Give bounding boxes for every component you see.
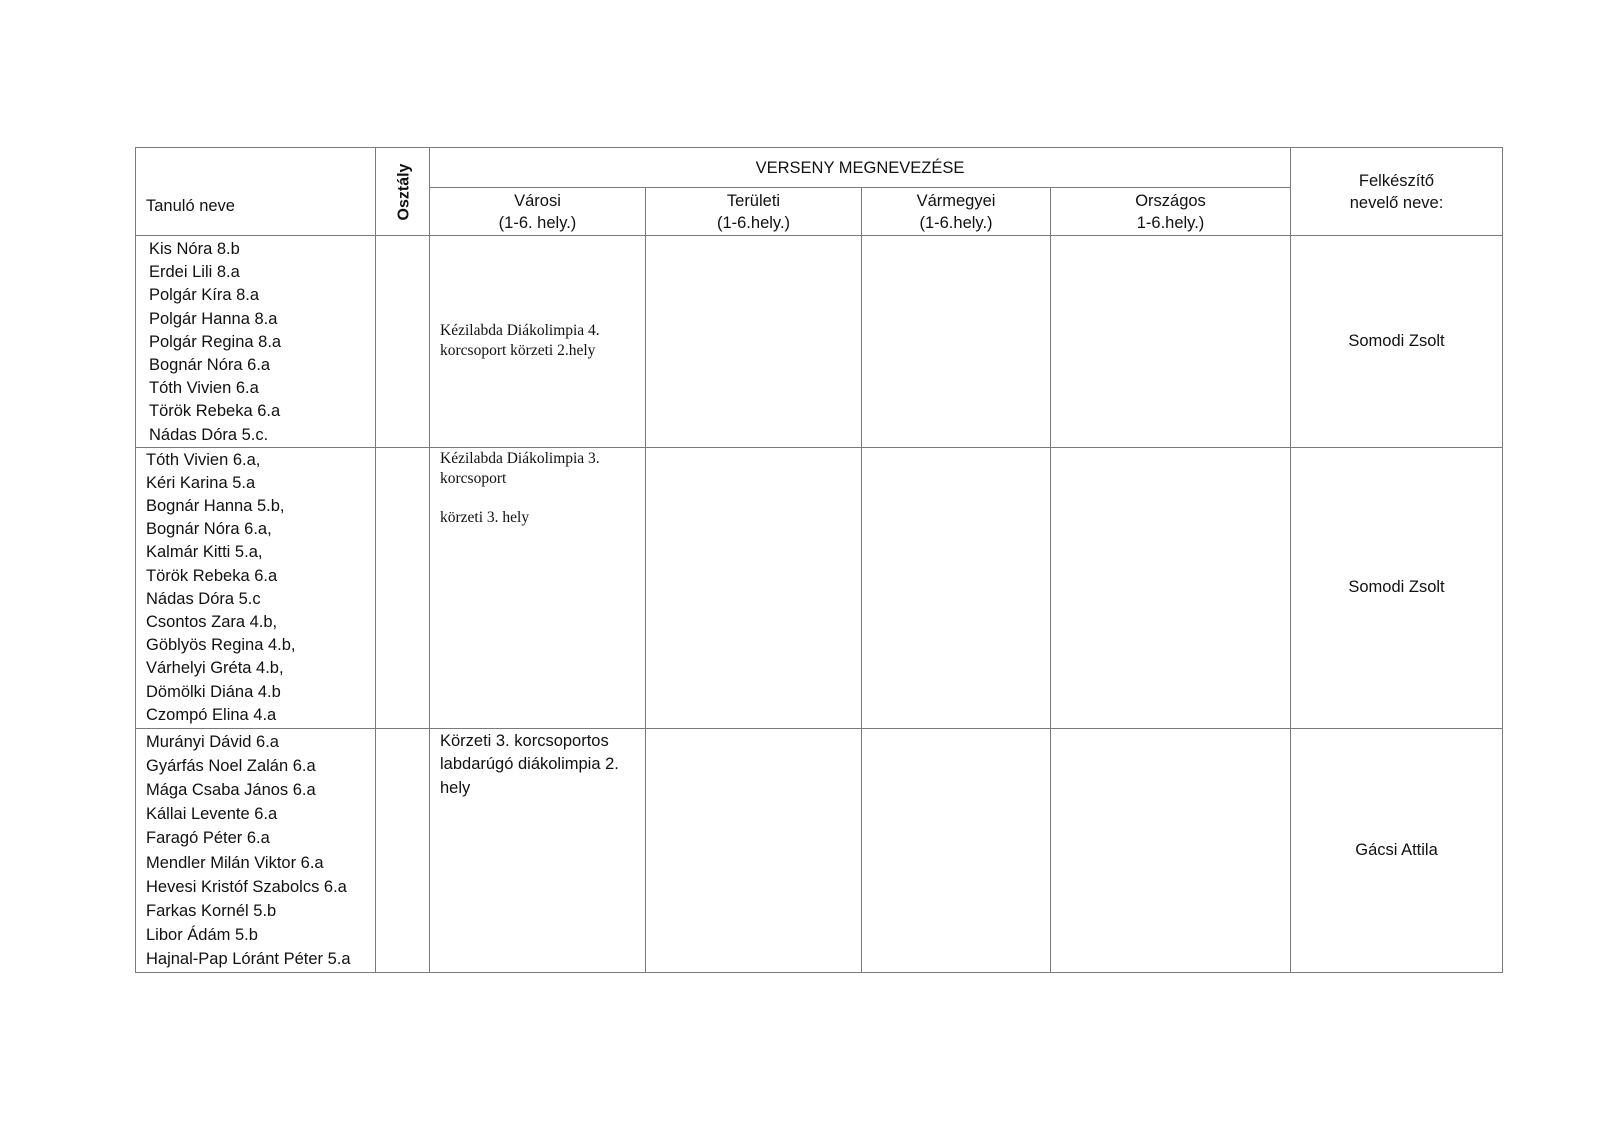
student-name: Bognár Nóra 6.a, [146,520,272,539]
regional-result-cell [646,447,862,728]
class-cell [376,447,430,728]
student-name: Várhelyi Gréta 4.b, [146,659,284,678]
national-result-cell [1051,236,1291,448]
student-name: Tóth Vivien 6.a, [146,450,261,469]
student-name: Hajnal-Pap Lóránt Péter 5.a [146,950,351,969]
student-name: Török Rebeka 6.a [146,566,278,585]
student-name: Bognár Hanna 5.b, [146,497,285,516]
header-national: Országos 1-6.hely.) [1051,188,1291,236]
student-name: Kállai Levente 6.a [146,805,278,824]
student-name: Göblyös Regina 4.b, [146,636,296,655]
city-result-cell [430,728,646,972]
student-name: Dömölki Diána 4.b [146,682,281,701]
city-result-text: Körzeti 3. korcsoportos labdarúgó diákolimpia 2. hely [440,731,619,797]
regional-result-cell [646,236,862,448]
header-class [376,148,430,236]
student-name: Polgár Kíra 8.a [149,286,260,305]
header-teacher: Felkészítő nevelő neve: [1291,148,1503,236]
table-row [136,447,1503,728]
national-result-cell [1051,728,1291,972]
city-result-placement: körzeti 3. hely [440,508,530,526]
table-row [136,236,1503,448]
student-name: Kéri Karina 5.a [146,473,256,492]
regional-result-cell [646,728,862,972]
header-county: Vármegyei (1-6.hely.) [862,188,1051,236]
table-row [136,728,1503,972]
student-list [146,730,375,972]
student-name: Kalmár Kitti 5.a, [146,543,263,562]
county-result-cell [862,447,1051,728]
student-name: Hevesi Kristóf Szabolcs 6.a [146,877,347,896]
national-result-cell [1051,447,1291,728]
header-regional: Területi (1-6.hely.) [646,188,862,236]
student-name: Polgár Regina 8.a [149,332,282,351]
header-student-name: Tanuló neve [136,148,376,236]
student-name: Tóth Vivien 6.a [149,379,259,398]
student-list-cell [136,728,376,972]
results-table [135,147,1503,973]
header-competition-title: VERSENY MEGNEVEZÉSE [430,148,1291,188]
class-cell [376,236,430,448]
student-name: Polgár Hanna 8.a [149,309,278,328]
student-name: Mága Csaba János 6.a [146,781,316,800]
student-name: Farkas Kornél 5.b [146,902,277,920]
student-name: Gyárfás Noel Zalán 6.a [146,756,316,775]
student-name: Nádas Dóra 5.c. [149,425,269,444]
student-name: Mendler Milán Viktor 6.a [146,853,324,872]
city-result-text: Kézilabda Diákolimpia 4. korcsoport körzeti 2.hely [440,322,600,360]
county-result-cell [862,236,1051,448]
student-name: Erdei Lili 8.a [149,263,240,282]
student-list-cell [136,447,376,728]
county-result-cell [862,728,1051,972]
student-name: Török Rebeka 6.a [149,402,281,421]
header-city: Városi (1-6. hely.) [430,188,646,236]
teacher-name: Gácsi Attila [1291,728,1503,972]
student-name: Faragó Péter 6.a [146,829,270,848]
student-list [149,238,375,447]
student-name: Bognár Nóra 6.a [149,355,271,374]
header-class-label: Osztály [395,163,413,220]
teacher-name: Somodi Zsolt [1291,236,1503,448]
city-result-cell [430,447,646,728]
student-name: Libor Ádám 5.b [146,926,258,945]
class-cell [376,728,430,972]
student-list-cell [136,236,376,448]
student-name: Czompó Elina 4.a [146,705,277,724]
teacher-name: Somodi Zsolt [1291,447,1503,728]
student-list [146,449,375,727]
student-name: Kis Nóra 8.b [149,240,240,258]
student-name: Murányi Dávid 6.a [146,732,279,751]
student-name: Csontos Zara 4.b, [146,613,278,631]
city-result-text: Kézilabda Diákolimpia 3. korcsoport [440,449,600,487]
student-name: Nádas Dóra 5.c [146,589,261,608]
city-result-cell [430,236,646,448]
